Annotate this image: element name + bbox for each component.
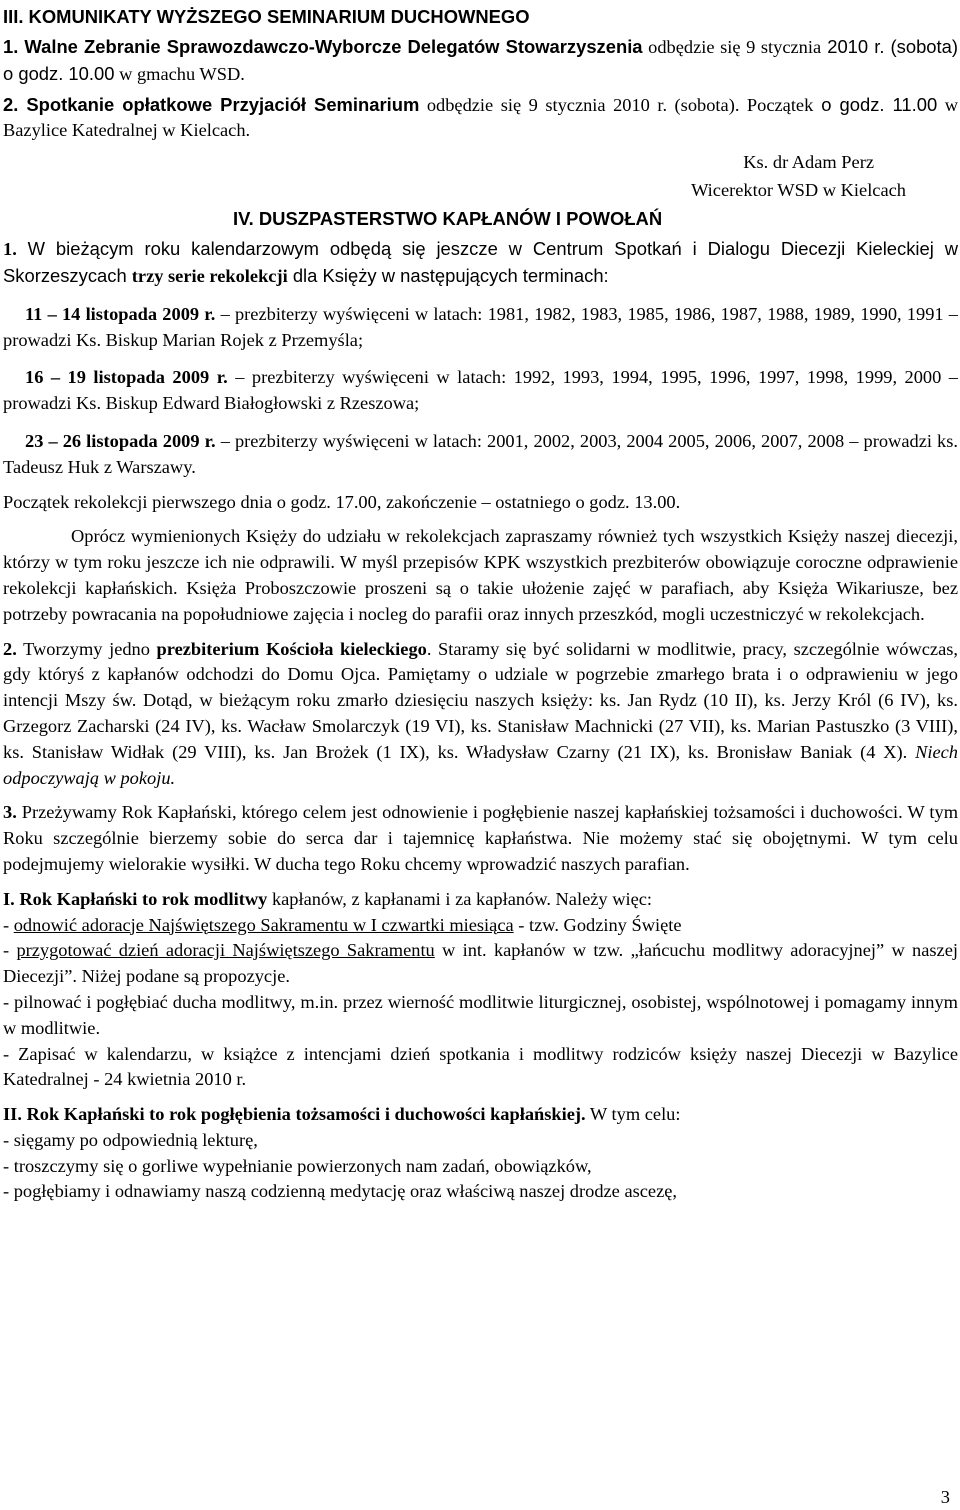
prayer-list-item-3: - pilnować i pogłębiać ducha modlitwy, m.in. przez wierność modlitwie liturgicznej, osobistej, wspólnotowej i pomagamy innym w modlitwie.	[3, 991, 958, 1038]
term-details: – prezbiterzy wyświęceni w latach: 1981, 1982, 1983, 1985, 1986, 1987, 1988, 1989, 1990, 1991 – prowadzi Ks. Biskup Marian Rojek z Przemyśla;	[3, 303, 958, 350]
retreat-term-3	[3, 429, 958, 481]
item-number: 3.	[3, 802, 17, 823]
prayer-year-section	[3, 887, 958, 1093]
sec3-paragraph-2	[3, 92, 958, 145]
retreat-start-end: Początek rekolekcji pierwszego dnia o godz. 17.00, zakończenie – ostatniego o godz. 13.00.	[3, 491, 681, 512]
priest-year-text: Przeżywamy Rok Kapłański, którego celem jest odnowienie i pogłębienie naszej kapłańskiej tożsamości i duchowości. W tym Roku szczególnie bierzemy sobie do serca dar i tajemnicę kapłaństwa. Nie możemy stać się obojętnymi. W tym celu podejmujemy wielorakie wysiłki. W ducha tego Roku chcemy wprowadzić naszych parafian.	[3, 802, 958, 874]
item-number: 2.	[3, 638, 17, 659]
retreat-term-1	[3, 302, 958, 354]
sec4-paragraph-1	[3, 236, 958, 290]
signature-block	[3, 148, 958, 204]
prayer-list-item-1	[3, 913, 958, 939]
identity-list-item-1: - sięgamy po odpowiednią lekturę,	[3, 1129, 258, 1150]
identity-year-section	[3, 1102, 958, 1205]
prayer-year-intro: kapłanów, z kapłanami i za kapłanów. Należy więc:	[267, 888, 653, 909]
identity-year-heading	[3, 1102, 958, 1128]
signature-name: Ks. dr Adam Perz	[743, 152, 874, 173]
page-number: 3	[940, 1487, 950, 1507]
meeting-name: Walne Zebranie Sprawozdawczo-Wyborcze Delegatów Stowarzyszenia	[18, 36, 643, 57]
list-dash: -	[3, 914, 14, 935]
meeting-date: 2010 r. (sobota)	[821, 36, 958, 57]
adoration-chain: w int. kapłanów w tzw. „łańcuchu modlitwy adoracyjnej” w naszej Diecezji”. Niżej podane są propozycje.	[3, 940, 958, 987]
retreat-term-2	[3, 365, 958, 417]
term-date: 23 – 26 listopada 2009 r.	[25, 430, 216, 451]
identity-list-item-2: - troszczymy się o gorliwe wypełnianie powierzonych nam zadań, obowiązków,	[3, 1155, 592, 1176]
document-page	[3, 4, 958, 1205]
term-date: 11 – 14 listopada 2009 r.	[25, 303, 216, 324]
item-number: 1.	[3, 36, 19, 57]
sec3-paragraph-1	[3, 34, 958, 88]
presbyterium-name: prezbiterium Kościoła kieleckiego	[156, 638, 427, 659]
item-number: 1.	[3, 239, 17, 260]
section-4-title: IV. DUSZPASTERSTWO KAPŁANÓW I POWOŁAŃ	[233, 208, 663, 230]
prayer-year-heading	[3, 887, 958, 913]
adoration-day: przygotować dzień adoracji Najświętszego Sakramentu	[16, 940, 435, 961]
rest-in-peace: Niech odpoczywają w pokoju.	[3, 741, 958, 788]
first-thursday-adoration: odnowić adoracje Najświętszego Sakramentu w I czwartki miesiąca	[13, 914, 514, 935]
event-place: w Bazylice Katedralnej w Kielcach.	[3, 94, 958, 141]
prayer-year-title: I. Rok Kapłański to rok modlitwy	[3, 888, 268, 909]
meeting-place: w gmachu WSD.	[114, 63, 245, 84]
retreat-invitation: Oprócz wymienionych Księży do udziału w rekolekcjach zapraszamy również tych wszystkich Księży naszej diecezji, którzy w tym roku jeszcze ich nie odprawili. W myśl przepisów KPK wszystkich prezbiterów obowiązuje coroczne odprawienie rekolekcji kapłańskich. Księża Proboszczowie proszeni są o takie ułożenie zajęć w parafiach, aby Księża Wikariusze, bez potrzeby powracania na popołudniowe zajęcia i nocleg do parafii oraz innych przeszkód, mogli uczestniczyć w rekolekcjach.	[3, 526, 958, 624]
meeting-when: odbędzie się 9 stycznia	[642, 37, 822, 57]
event-name: Spotkanie opłatkowe Przyjaciół Seminarium	[18, 93, 420, 115]
identity-list-item-3: - pogłębiamy i odnawiamy naszą codzienną medytację oraz właściwą naszej drodze ascezę,	[3, 1181, 678, 1202]
term-date: 16 – 19 listopada 2009 r.	[25, 367, 228, 388]
signature-role: Wicerektor WSD w Kielcach	[691, 180, 906, 201]
term-details: – prezbiterzy wyświęceni w latach: 2001, 2002, 2003, 2004 2005, 2006, 2007, 2008 – prowadzi ks. Tadeusz Huk z Warszawy.	[3, 430, 958, 477]
prayer-list-item-4: - Zapisać w kalendarzu, w książce z intencjami dzień spotkania i modlitwy rodziców księży naszej Diecezji w Bazylice Katedralnej - 24 kwietnia 2010 r.	[3, 1043, 958, 1090]
deceased-priests: . Staramy się być solidarni w modlitwie, pracy, szczególnie wówczas, gdy któryś z kapłanów odchodzi do Domu Ojca. Pamiętamy o udziale w pogrzebie zmarłego brata i o odprawieniu w jego intencji Mszy św. Dotąd, w bieżącym roku zmarło dziesięciu naszych księży: ks. Jan Rydz (10 II), ks. Jerzy Król (6 IV), ks. Grzegorz Zacharski (24 IV), ks. Wacław Smolarczyk (19 VI), ks. Stanisław Machnicki (27 VII), ks. Marian Pastuszko (3 VIII), ks. Stanisław Widłak (29 VIII), ks. Jan Brożek (1 IX), ks. Władysław Czarny (21 IX), ks. Bronisław Baniak (4 X).	[3, 638, 958, 762]
sec4-paragraph-2	[3, 637, 958, 792]
prayer-list-item-2	[3, 938, 958, 990]
identity-year-intro: W tym celu:	[585, 1104, 681, 1125]
holy-hours: - tzw. Godziny Święte	[513, 914, 682, 935]
retreat-series: trzy serie rekolekcji	[131, 265, 288, 286]
sec4-paragraph-3	[3, 800, 958, 877]
retreat-intro-end: dla Księży w następujących terminach:	[287, 264, 609, 286]
event-time: o godz. 11.00	[813, 93, 938, 115]
event-when: odbędzie się 9 stycznia 2010 r. (sobota). Początek	[419, 94, 814, 115]
item-number: 2.	[3, 93, 19, 115]
presbyterium-intro: Tworzymy jedno	[16, 638, 157, 659]
meeting-time: o godz. 10.00	[3, 62, 115, 84]
list-dash: -	[3, 940, 17, 961]
term-details: – prezbiterzy wyświęceni w latach: 1992, 1993, 1994, 1995, 1996, 1997, 1998, 1999, 2000 – prowadzi Ks. Biskup Edward Białogłowski z Rzeszowa;	[3, 367, 958, 414]
section-3-title: III. KOMUNIKATY WYŻSZEGO SEMINARIUM DUCHOWNEGO	[3, 6, 530, 27]
identity-year-title: II. Rok Kapłański to rok pogłębienia tożsamości i duchowości kapłańskiej.	[3, 1104, 586, 1125]
retreat-intro: W bieżącym roku kalendarzowym odbędą się jeszcze w Centrum Spotkań i Dialogu Diecezji Kieleckiej w Skorzeszycach	[3, 238, 958, 286]
